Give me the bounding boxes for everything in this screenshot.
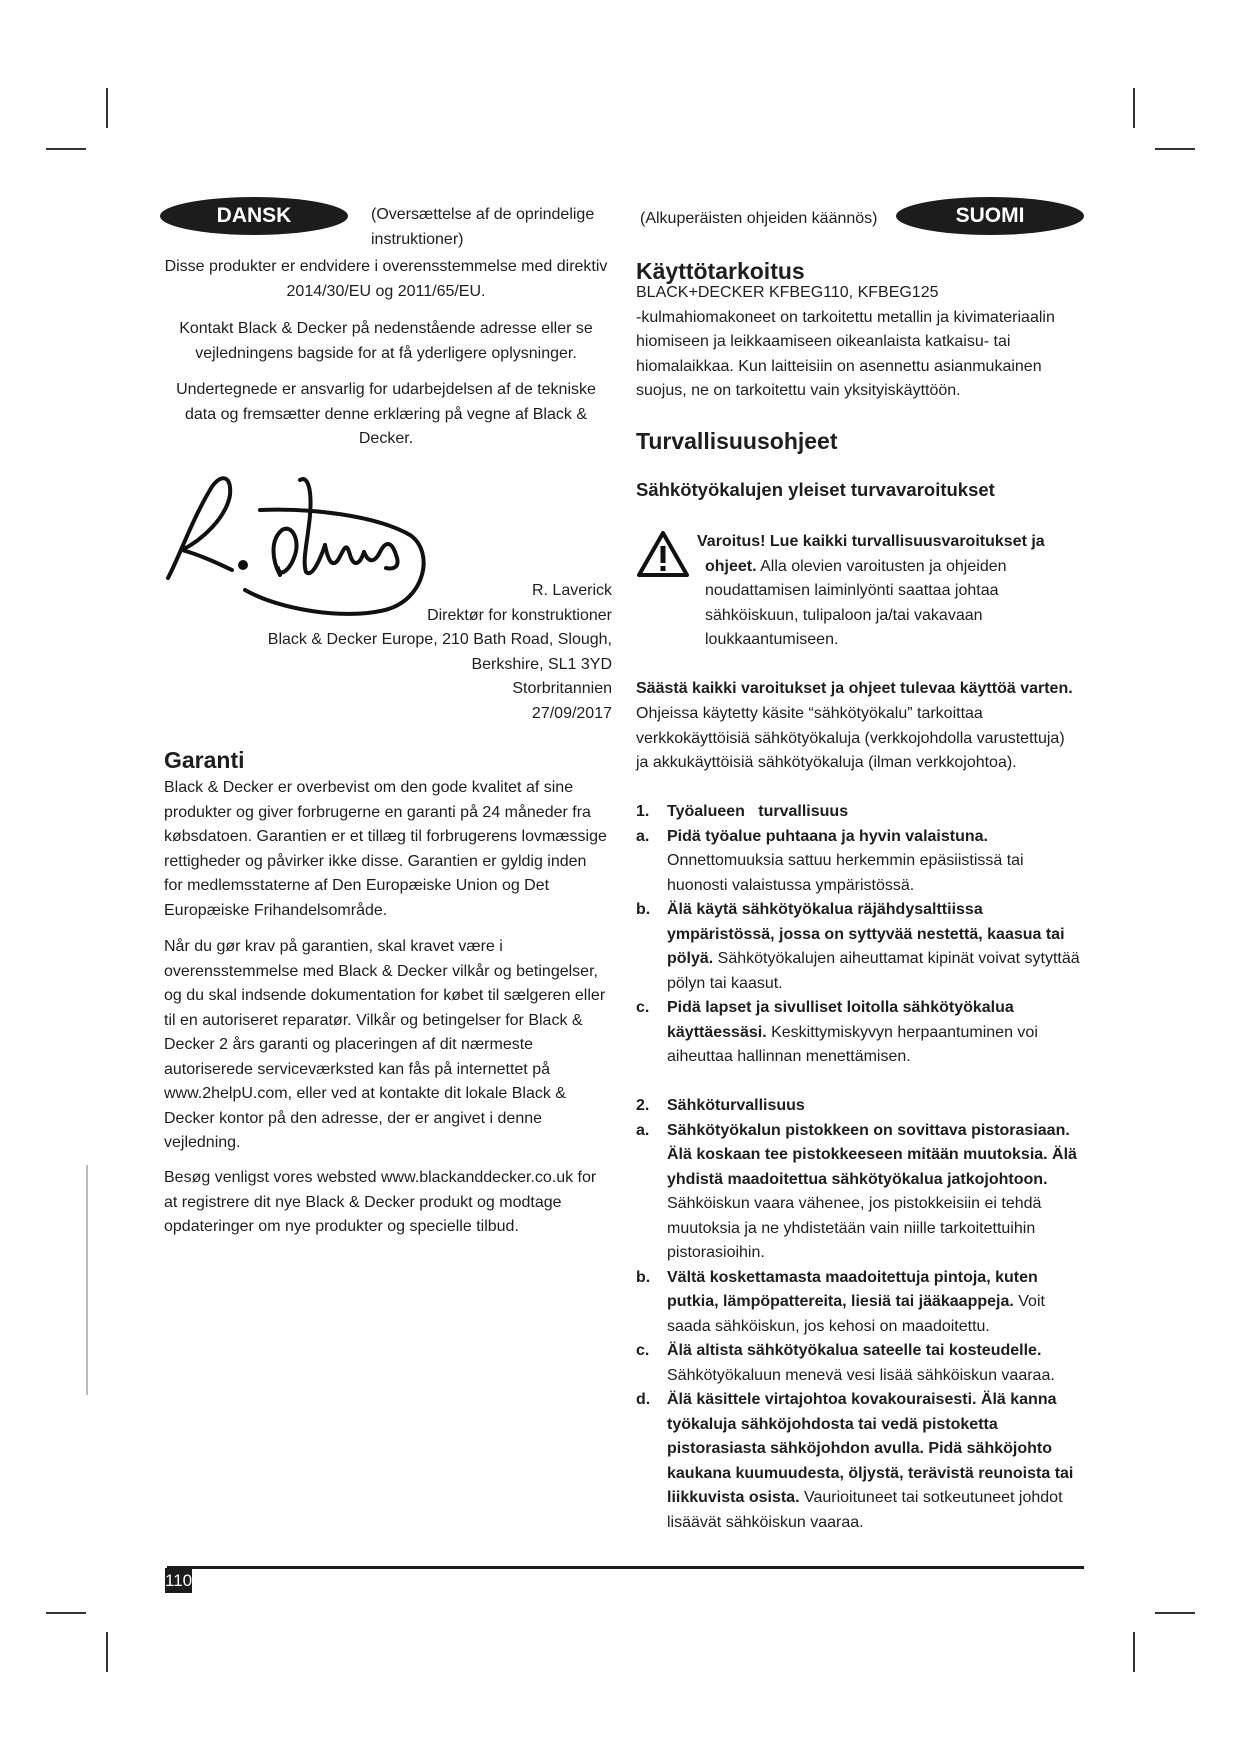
section-1 bbox=[636, 800, 1096, 1070]
guarantee-line: overensstemmelse med Black & Decker vilkår og betingelser, bbox=[164, 962, 598, 980]
warning-line: noudattamisen laiminlyönti saattaa johtaa bbox=[705, 582, 999, 599]
item-label: c. bbox=[636, 1342, 650, 1359]
translation-note bbox=[371, 203, 631, 252]
language-badge-dansk: DANSK bbox=[160, 197, 348, 235]
item-text: aiheuttaa hallinnan menettämisen. bbox=[667, 1048, 911, 1065]
item-rest: Voit bbox=[1013, 1293, 1045, 1310]
definition-text bbox=[636, 702, 1096, 776]
guarantee-line: Besøg venligst vores websted www.blackanddecker.co.uk for bbox=[164, 1169, 597, 1186]
intended-use-text bbox=[636, 281, 1086, 404]
item-label: d. bbox=[636, 1391, 651, 1408]
responsible-text bbox=[160, 378, 612, 452]
section-number: 2. bbox=[636, 1097, 650, 1114]
directive-line: Disse produkter er endvidere i overensstemmelse med direktiv bbox=[164, 258, 608, 275]
language-badge-suomi: SUOMI bbox=[896, 197, 1084, 235]
guarantee-paragraph-2 bbox=[164, 935, 624, 1156]
intended-use-line: -kulmahiomakoneet on tarkoitettu metallin ja kivimateriaalin bbox=[636, 308, 1055, 326]
item-rest: Keskittymiskyvyn herpaantuminen voi bbox=[766, 1023, 1038, 1041]
signer-address: Black & Decker Europe, 210 Bath Road, Slough, bbox=[267, 631, 612, 648]
guarantee-line: Decker kontor på den adresse, der er angivet i denne bbox=[164, 1109, 543, 1127]
item-bold: Älä käytä sähkötyökalua räjähdysalttiissa bbox=[667, 901, 983, 918]
section-1-title bbox=[636, 800, 1096, 825]
item-bold: Älä käsittele virtajohtoa kovakouraisesti. Älä kanna bbox=[667, 1391, 1057, 1408]
item-text bbox=[636, 1290, 1096, 1315]
guarantee-line: rettigheder og påvirker ikke disse. Garantien er gyldig inden bbox=[164, 852, 587, 870]
item-bold: putkia, lämpöpattereita, liesiä tai jääkaappeja. bbox=[667, 1293, 1014, 1310]
footer-rule bbox=[167, 1566, 1084, 1569]
responsible-line: data og fremsætter denne erklæring på vegne af Black & bbox=[185, 405, 587, 423]
guarantee-line: autoriserede serviceværksted kan fås på internettet på bbox=[164, 1060, 550, 1078]
item-bold: ympäristössä, jossa on syttyvää nestettä, kaasua tai bbox=[667, 925, 1065, 943]
guarantee-line: opdateringer om nye produkter og specielle tilbud. bbox=[164, 1218, 519, 1235]
item-label: a. bbox=[636, 827, 650, 845]
signer-title: Direktør for konstruktioner bbox=[427, 606, 612, 624]
item-bold: yhdistä maadoitettua sähkötyökalua jatkojohtoon. bbox=[667, 1170, 1048, 1188]
item-bold: Pidä lapset ja sivulliset loitolla sähkötyökalua bbox=[667, 999, 1014, 1016]
crop-mark bbox=[106, 1632, 108, 1672]
item-bold: Pidä työalue puhtaana ja hyvin valaistuna. bbox=[667, 827, 988, 845]
page-number: 110 bbox=[165, 1568, 192, 1593]
warning-line bbox=[697, 555, 1087, 580]
signer-address: Berkshire, SL1 3YD bbox=[471, 655, 612, 673]
item-text: huonosti valaistussa ympäristössä. bbox=[667, 876, 915, 894]
item-text: muutoksia ja ne yhdistetään vain niille tarkoitettuihin bbox=[667, 1219, 1036, 1237]
section-2-item-a bbox=[636, 1119, 1096, 1144]
item-bold: käyttäessäsi. bbox=[667, 1023, 767, 1041]
directive-line: 2014/30/EU og 2011/65/EU. bbox=[286, 282, 486, 300]
warning-triangle-icon bbox=[636, 530, 690, 578]
intended-use-line: hiomiseen ja leikkaamiseen oikeanlaista katkaisu- tai bbox=[636, 333, 1011, 350]
warning-rest: Alla olevien varoitusten ja ohjeiden bbox=[756, 557, 1007, 575]
guarantee-line: Europæiske Frihandelsområde. bbox=[164, 901, 388, 919]
item-bold: liikkuvista osista. bbox=[667, 1489, 800, 1506]
guarantee-heading: Garanti bbox=[164, 747, 245, 773]
contact-line: vejledningens bagside for at få yderligere oplysninger. bbox=[195, 344, 577, 362]
intended-use-line: hiomalaikkaa. Kun laitteisiin on asennettu asianmukainen bbox=[636, 357, 1042, 375]
item-label: b. bbox=[636, 1268, 651, 1286]
contact-text bbox=[160, 317, 612, 366]
section-2-item-d bbox=[636, 1388, 1096, 1413]
item-label: c. bbox=[636, 999, 650, 1016]
section-2-item-b bbox=[636, 1266, 1096, 1291]
guarantee-paragraph-1 bbox=[164, 776, 624, 923]
guarantee-line: for medlemsstaterne af Den Europæiske Union og Det bbox=[164, 877, 550, 894]
guarantee-line: Når du gør krav på garantien, skal kravet være i bbox=[164, 938, 503, 955]
item-text: saada sähköiskun, jos kehosi on maadoitettu. bbox=[667, 1317, 990, 1335]
guarantee-line: og du skal indsende dokumentation for købet til sælgeren eller bbox=[164, 987, 606, 1004]
item-bold: Älä koskaan tee pistokkeeseen mitään muutoksia. Älä bbox=[667, 1146, 1077, 1163]
item-label: b. bbox=[636, 901, 651, 918]
guarantee-paragraph-3 bbox=[164, 1166, 624, 1240]
intended-use-line: suojus, ne on tarkoitettu vain yksityiskäyttöön. bbox=[636, 382, 961, 399]
contact-line: Kontakt Black & Decker på nedenstående adresse eller se bbox=[179, 320, 593, 337]
item-rest: Sähkötyökalujen aiheuttamat kipinät voivat sytyttää bbox=[713, 950, 1080, 967]
section-1-item-c bbox=[636, 996, 1096, 1021]
guarantee-line: Black & Decker er overbevist om den gode kvalitet af sine bbox=[164, 779, 574, 796]
item-text bbox=[636, 1486, 1096, 1511]
section-1-item-a bbox=[636, 825, 1096, 850]
item-bold: työkaluja sähköjohdosta tai vedä pistoketta bbox=[667, 1415, 998, 1433]
definition-line: ja akkukäyttöisiä sähkötyökaluja (ilman verkkojohtoa). bbox=[636, 754, 1017, 771]
item-bold: kaukana kuumuudesta, öljystä, terävistä reunoista tai bbox=[667, 1464, 1074, 1482]
guarantee-line: at registrere dit nye Black & Decker produkt og modtage bbox=[164, 1193, 562, 1211]
warning-text bbox=[697, 530, 1087, 653]
guarantee-line: Decker 2 års garanti og placeringen af dit nærmeste bbox=[164, 1036, 534, 1053]
section-title: Työalueen turvallisuus bbox=[667, 803, 849, 820]
responsible-line: Undertegnede er ansvarlig for udarbejdelsen af de tekniske bbox=[176, 381, 596, 398]
responsible-line: Decker. bbox=[358, 430, 414, 447]
definition-line: verkkokäyttöisiä sähkötyökaluja (verkkojohdolla varustettuja) bbox=[636, 729, 1065, 747]
general-warnings-heading: Sähkötyökalujen yleiset turvavaroitukset bbox=[636, 479, 995, 500]
guarantee-line: www.2helpU.com, eller ved at kontakte dit lokale Black & bbox=[164, 1085, 566, 1102]
item-text: pistorasioihin. bbox=[667, 1244, 765, 1261]
crop-mark bbox=[1133, 1632, 1135, 1672]
item-rest: Vaurioituneet tai sotkeutuneet johdot bbox=[799, 1489, 1063, 1506]
crop-mark bbox=[106, 88, 108, 128]
section-2-item-c bbox=[636, 1339, 1096, 1364]
section-1-item-b bbox=[636, 898, 1096, 923]
item-text: Sähköiskun vaara vähenee, jos pistokkeisiin ei tehdä bbox=[667, 1195, 1042, 1212]
item-bold: pölyä. bbox=[667, 950, 714, 967]
item-text bbox=[636, 947, 1096, 972]
guarantee-line: til en autoriseret reparatør. Vilkår og betingelser for Black & bbox=[164, 1011, 583, 1029]
item-text: lisäävät sähköiskun vaaraa. bbox=[667, 1513, 864, 1531]
guarantee-line: produkter og giver forbrugerne en garanti på 24 måneder fra bbox=[164, 803, 591, 821]
signer-block bbox=[212, 579, 612, 726]
crop-mark bbox=[1133, 88, 1135, 128]
directive-text bbox=[160, 255, 612, 304]
crop-mark bbox=[46, 1612, 86, 1614]
intended-use-line: BLACK+DECKER KFBEG110, KFBEG125 bbox=[636, 284, 939, 301]
item-bold: Älä altista sähkötyökalua sateelle tai kosteudelle. bbox=[667, 1342, 1042, 1359]
definition-line: Ohjeissa käytetty käsite “sähkötyökalu” tarkoittaa bbox=[636, 705, 983, 722]
warning-bold: ohjeet. bbox=[705, 557, 757, 575]
signer-date: 27/09/2017 bbox=[531, 704, 612, 722]
item-label: a. bbox=[636, 1121, 650, 1139]
item-bold: pistorasiasta sähköjohdon avulla. Pidä sähköjohto bbox=[667, 1440, 1052, 1457]
signer-country: Storbritannien bbox=[512, 680, 612, 697]
item-bold: Sähkötyökalun pistokkeen on sovittava pistorasiaan. bbox=[667, 1121, 1070, 1139]
warning-line: loukkaantumiseen. bbox=[705, 631, 839, 648]
guarantee-line: vejledning. bbox=[164, 1134, 241, 1151]
translation-note-fi: (Alkuperäisten ohjeiden käännös) bbox=[640, 210, 878, 227]
crop-mark bbox=[1155, 1612, 1195, 1614]
intended-use-heading: Käyttötarkoitus bbox=[636, 258, 805, 284]
crop-mark bbox=[1155, 148, 1195, 150]
item-text bbox=[636, 1021, 1096, 1046]
signer-name: R. Laverick bbox=[531, 582, 612, 599]
page-edge-mark bbox=[86, 1165, 88, 1395]
section-title: Sähköturvallisuus bbox=[667, 1097, 805, 1114]
translation-note-line: instruktioner) bbox=[371, 230, 464, 248]
save-instructions: Säästä kaikki varoitukset ja ohjeet tulevaa käyttöä varten. bbox=[636, 680, 1073, 697]
section-2-title bbox=[636, 1094, 1096, 1119]
section-2 bbox=[636, 1094, 1096, 1535]
translation-note-line: (Oversættelse af de oprindelige bbox=[371, 206, 595, 223]
section-number: 1. bbox=[636, 803, 650, 820]
warning-line: Varoitus! Lue kaikki turvallisuusvaroitukset ja bbox=[697, 533, 1045, 550]
item-bold: Vältä koskettamasta maadoitettuja pintoja, kuten bbox=[667, 1268, 1038, 1286]
warning-line: sähköiskuun, tulipaloon ja/tai vakavaan bbox=[705, 606, 983, 624]
item-text: Sähkötyökaluun menevä vesi lisää sähköiskun vaaraa. bbox=[667, 1366, 1055, 1384]
crop-mark bbox=[46, 148, 86, 150]
guarantee-line: købsdatoen. Garantien er et tillæg til forbrugerens lovmæssige bbox=[164, 828, 607, 845]
safety-heading: Turvallisuusohjeet bbox=[636, 428, 838, 454]
item-text: Onnettomuuksia sattuu herkemmin epäsiistissä tai bbox=[667, 852, 1024, 869]
item-text: pölyn tai kaasut. bbox=[667, 974, 783, 992]
